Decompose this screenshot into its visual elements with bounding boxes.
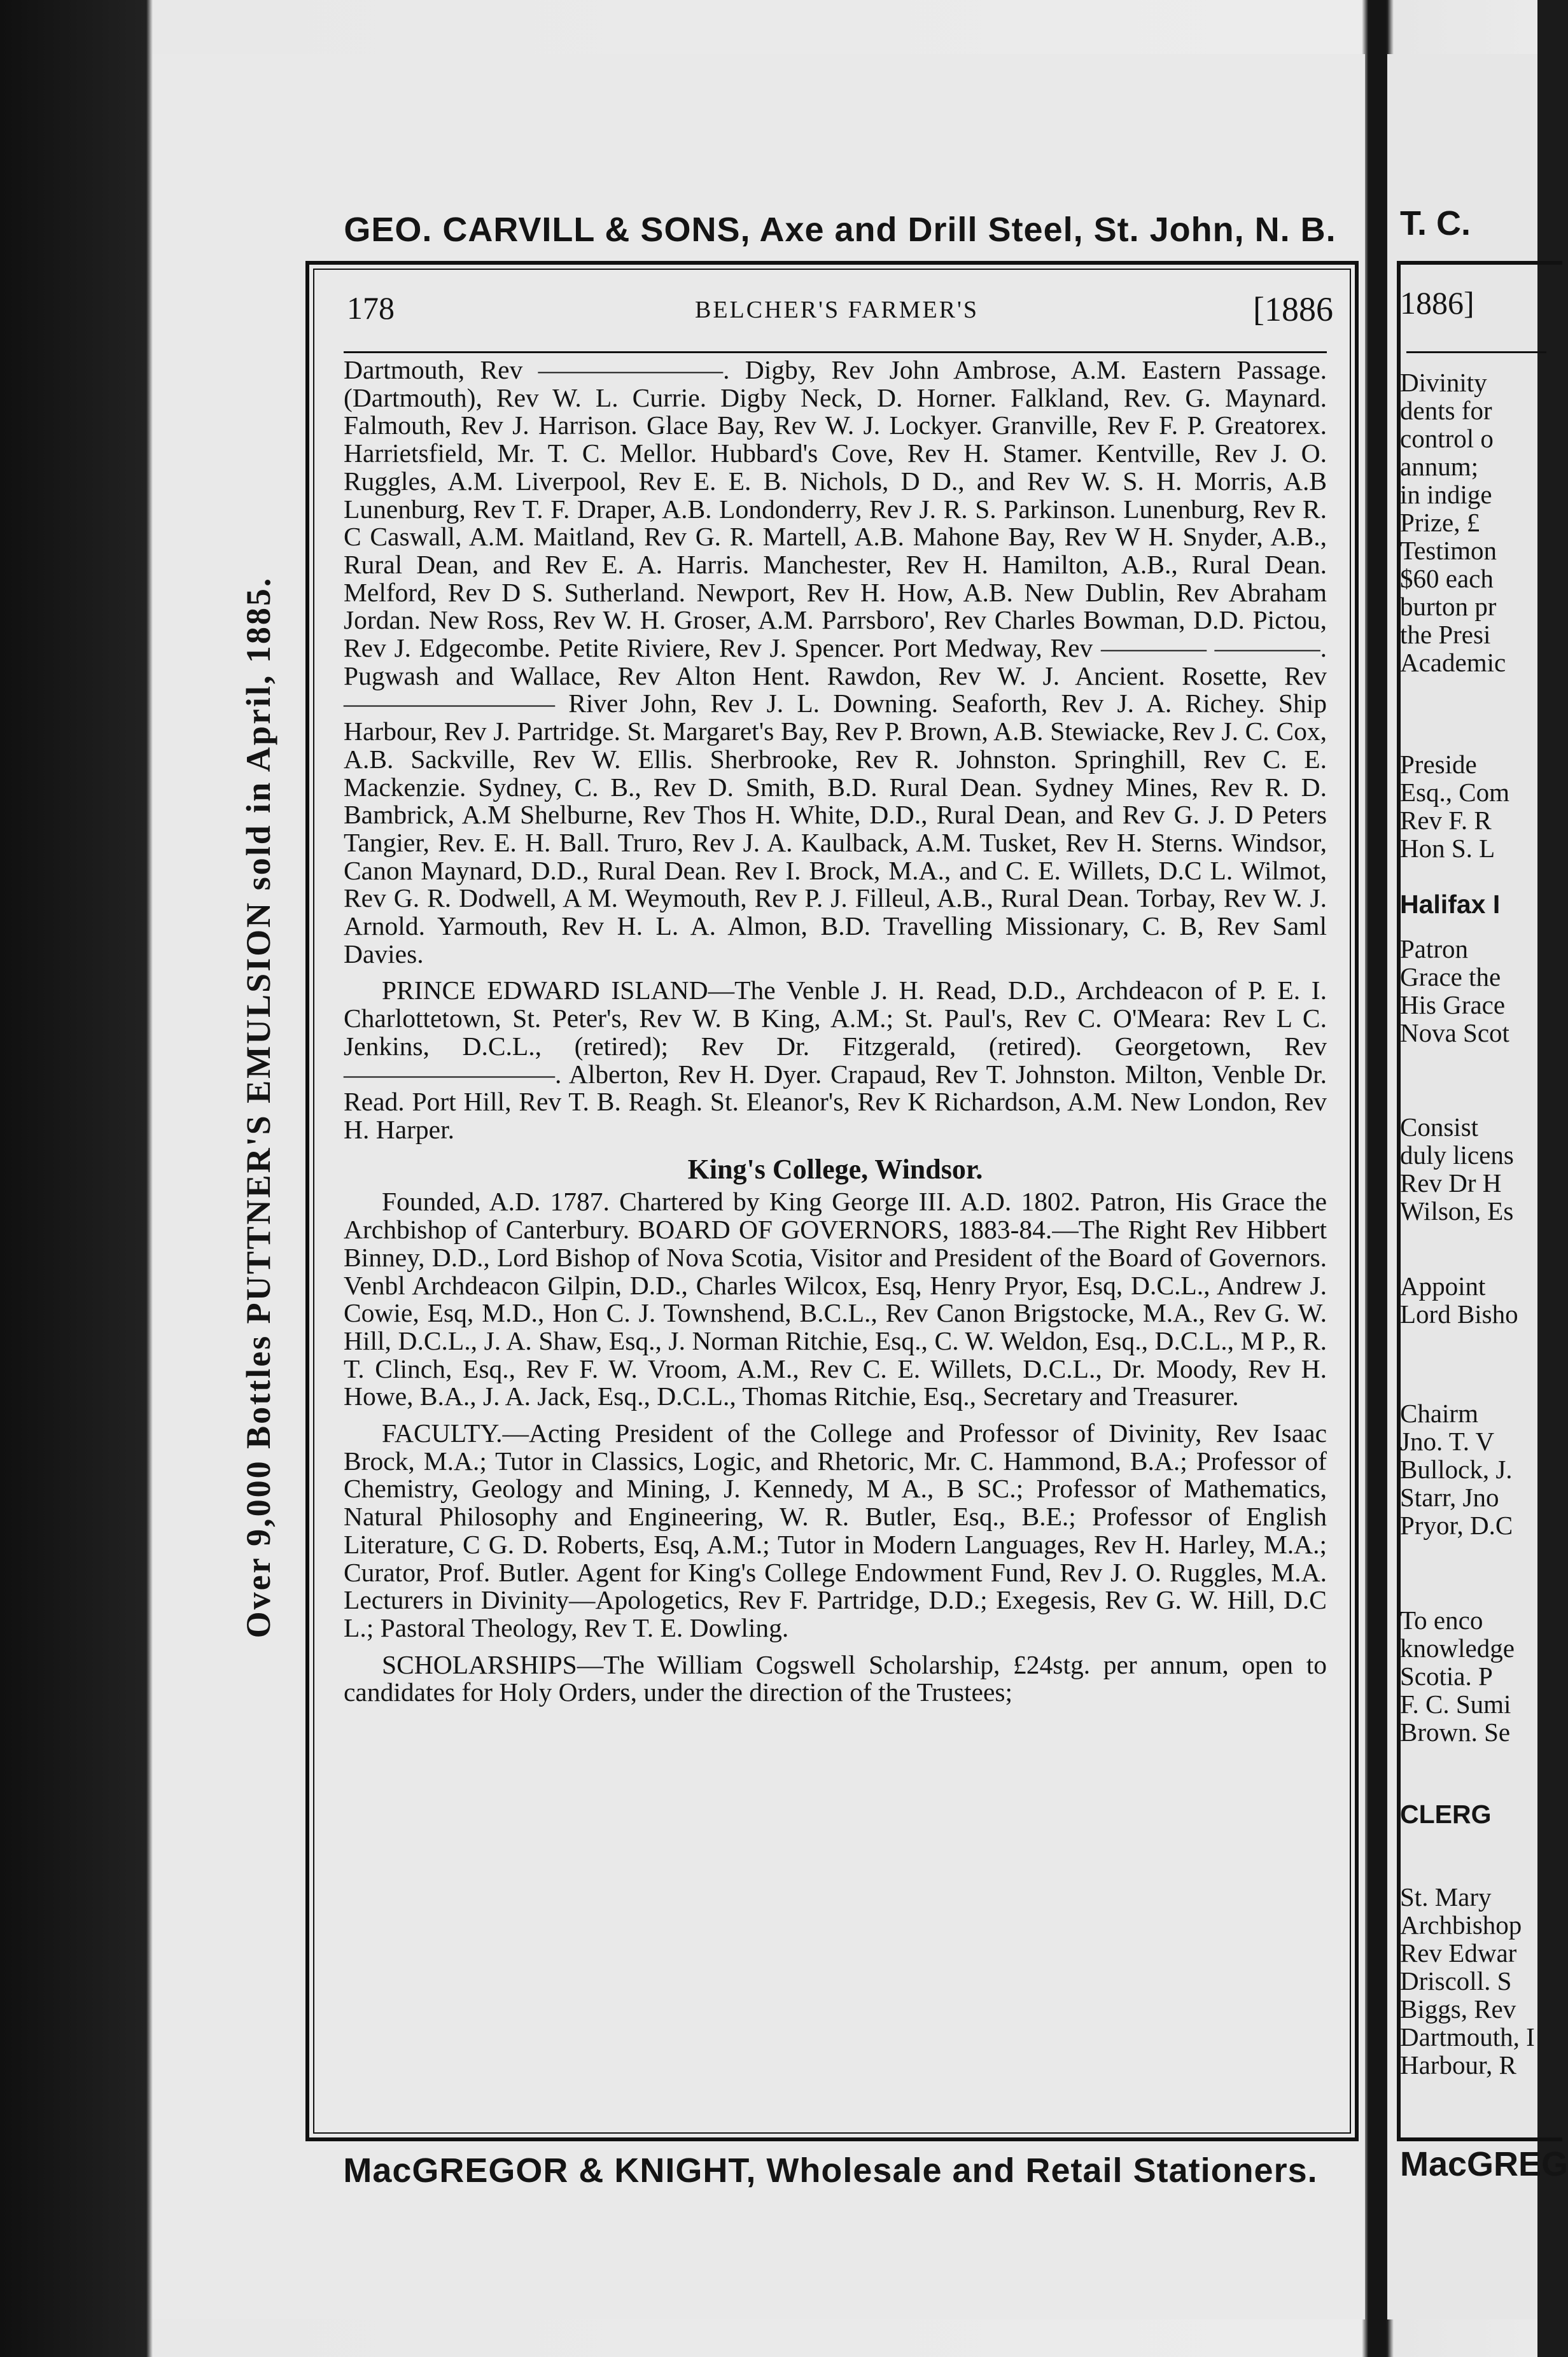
right-page-line: Starr, Jno — [1400, 1483, 1499, 1512]
right-page-line: Chairm — [1400, 1399, 1478, 1428]
right-page-line: Hon S. L — [1400, 834, 1495, 863]
side-advertisement: Over 9,000 Bottles PUTTNER'S EMULSION sold in April, 1885. — [239, 576, 277, 1639]
right-page-line: dents for — [1400, 396, 1492, 425]
right-page-line: Archbishop — [1400, 1910, 1522, 1940]
right-page-line: Scotia. P — [1400, 1661, 1493, 1691]
right-page-line: in indige — [1400, 480, 1492, 509]
kings-college-paragraph: Founded, A.D. 1787. Chartered by King George III. A.D. 1802. Patron, His Grace the Archbishop of Canterbury. BOARD OF GOVERNORS, 1883-84.—The Right Rev Hibbert Binney, D.D., Lord Bishop of Nova Scotia, Visitor and President of the Board of Governors. Venbl Archdeacon Gilpin, D.D., Charles Wilcox, Esq, Henry Pryor, Esq, D.C.L., Andrew J. Cowie, Esq, M.D., Hon C. J. Townshend, B.C.L., Rev Canon Brigstocke, M.A., Rev G. W. Hill, D.C.L., J. A. Shaw, Esq., J. Norman Ritchie, Esq., C. W. Weldon, Esq., D.C.L., M P., R. T. Clinch, Esq., Rev F. W. Vroom, A.M., Rev C. E. Willets, D.C.L., Dr. Moody, Rev H. Howe, B.A., J. A. Jack, Esq., D.C.L., Thomas Ritchie, Esq., Secretary and Treasurer. — [344, 1187, 1327, 1411]
right-page-line: His Grace — [1400, 990, 1506, 1019]
right-page-line: Prize, £ — [1400, 508, 1480, 537]
right-page-line: knowledge — [1400, 1633, 1515, 1663]
right-page-line: Biggs, Rev — [1400, 1994, 1516, 2024]
right-page-line: Rev Dr H — [1400, 1168, 1502, 1198]
right-page-line: Testimon — [1400, 536, 1497, 565]
right-page-line: Pryor, D.C — [1400, 1511, 1513, 1540]
right-page-line: Harbour, R — [1400, 2050, 1516, 2080]
right-page-line: Halifax I — [1400, 890, 1501, 919]
right-page-line: duly licens — [1400, 1140, 1514, 1170]
scholarships-paragraph: SCHOLARSHIPS—The William Cogswell Scholarship, £24stg. per annum, open to candidates for Holy Orders, under the direction of the Trustees; — [344, 1649, 1327, 1707]
prince-edward-island-paragraph: PRINCE EDWARD ISLAND—The Venble J. H. Read, D.D., Archdeacon of P. E. I. Charlottetown, St. Peter's, Rev W. B King, A.M.; St. Paul's, Rev C. O'Meara: Rev L C. Jenkins, D.C.L., (retired); Rev Dr. Fitzgerald, (retired). Georgetown, Rev ————————. Alberton, Rev H. Dyer. Crapaud, Rev T. Johnston. Milton, Venble Dr. Read. Port Hill, Rev T. B. Reagh. St. Eleanor's, Rev K Richardson, A.M. New London, Rev H. Harper. — [344, 976, 1327, 1144]
right-top-advertisement: T. C. — [1400, 204, 1471, 242]
right-page-line: Wilson, Es — [1400, 1196, 1514, 1226]
right-page-line: Bullock, J. — [1400, 1455, 1513, 1484]
right-page-line: Brown. Se — [1400, 1717, 1511, 1747]
header-year: [1886 — [1253, 290, 1333, 328]
top-advertisement: GEO. CARVILL & SONS, Axe and Drill Steel, St. John, N. B. — [344, 211, 1336, 249]
right-page-line: Lord Bisho — [1400, 1299, 1518, 1329]
right-page-line: Divinity — [1400, 368, 1487, 397]
right-header-year: 1886] — [1400, 285, 1474, 321]
right-page-line: Nova Scot — [1400, 1018, 1509, 1047]
section-heading: King's College, Windsor. — [687, 1153, 983, 1185]
right-page-line: St. Mary — [1400, 1882, 1492, 1912]
page-gutter — [1368, 0, 1386, 2357]
nova-scotia-parishes-paragraph: Dartmouth, Rev ———————. Digby, Rev John Ambrose, A.M. Eastern Passage. (Dartmouth), Rev W. L. Currie. Digby Neck, D. Horner. Falkland, Rev. G. Maynard. Falmouth, Rev J. Harrison. Glace Bay, Rev W. J. Lockyer. Granville, Rev F. P. Greatorex. Harrietsfield, Mr. T. C. Mellor. Hubbard's Cove, Rev H. Stamer. Kentville, Rev J. O. Ruggles, A.M. Liverpool, Rev E. E. B. Nichols, D D., and Rev W. S. H. Morris, A.B Lunenburg, Rev T. F. Draper, A.B. Londonderry, Rev J. R. S. Parkinson. Lunenburg, Rev R. C Caswall, A.M. Maitland, Rev G. R. Martell, A.B. Mahone Bay, Rev W H. Snyder, A.B., Rural Dean, and Rev E. A. Harris. Manchester, Rev H. Hamilton, A.B., Rural Dean. Melford, Rev D S. Sutherland. Newport, Rev H. How, A.B. New Dublin, Rev Abraham Jordan. New Ross, Rev W. H. Groser, A.M. Parrsboro', Rev Charles Bowman, D.D. Pictou, Rev J. Edgecombe. Petite Riviere, Rev J. Spencer. Port Medway, Rev ———— ————. Pugwash and Wallace, Rev Alton Hent. Rawdon, Rev W. J. Ancient. Rosette, Rev ———————— River John, Rev J. L. Downing. Seaforth, Rev J. A. Richey. Ship Harbour, Rev J. Partridge. St. Margaret's Bay, Rev P. Brown, A.B. Stewiacke, Rev J. C. Cox, A.B. Sackville, Rev W. Ellis. Sherbrooke, Rev R. Johnston. Springhill, Rev C. E. Mackenzie. Sydney, C. B., Rev D. Smith, B.D. Rural Dean. Sydney Mines, Rev R. D. Bambrick, A.M Shelburne, Rev Thos H. White, D.D., Rural Dean, and Rev G. J. D Peters Tangier, Rev. E. H. Ball. Truro, Rev J. A. Kaulback, A.M. Tusket, Rev H. Sterns. Windsor, Canon Maynard, D.D., Rural Dean. Rev I. Brock, M.A., and C. E. Willets, D.C L. Wilmot, Rev G. R. Dodwell, A M. Weymouth, Rev P. J. Filleul, A.B., Rural Dean. Torbay, Rev W. J. Arnold. Yarmouth, Rev H. L. A. Almon, B.D. Travelling Missionary, C. B, Rev Saml Davies. — [344, 355, 1327, 969]
bottom-advertisement: MacGREGOR & KNIGHT, Wholesale and Retail Stationers. — [343, 2151, 1318, 2190]
right-page-line: the Presi — [1400, 620, 1491, 649]
right-page-line: To enco — [1400, 1605, 1483, 1635]
right-page-line: Consist — [1400, 1112, 1479, 1142]
right-page-line: Patron — [1400, 934, 1469, 963]
running-header — [340, 290, 1333, 340]
right-page-line: Appoint — [1400, 1271, 1486, 1301]
right-page-line: Jno. T. V — [1400, 1427, 1495, 1456]
right-page-line: Esq., Com — [1400, 778, 1509, 807]
right-bottom-advertisement: MacGREG — [1400, 2145, 1568, 2183]
page-number: 178 — [347, 290, 395, 326]
right-header-rule — [1406, 351, 1546, 353]
running-title: BELCHER'S FARMER'S — [694, 297, 979, 323]
faculty-paragraph: FACULTY.—Acting President of the College and Professor of Divinity, Rev Isaac Brock, M.A.; Tutor in Classics, Logic, and Rhetoric, Mr. C. Hammond, B.A.; Professor of Chemistry, Geology and Mining, J. Kennedy, M A., B SC.; Professor of Mathematics, Natural Philosophy and Engineering, W. R. Butler, Esq., B.E.; Professor of English Literature, C G. D. Roberts, Esq, A.M.; Tutor in Modern Languages, Rev H. Harley, M.A.; Curator, Prof. Butler. Agent for King's College Endowment Fund, Rev J. O. Ruggles, M.A. Lecturers in Divinity—Apologetics, Rev F. Partridge, D.D.; Exegesis, Rev G. W. Hill, D.C L.; Pastoral Theology, Rev T. E. Dowling. — [344, 1418, 1327, 1642]
right-page-line: Academic — [1400, 648, 1506, 677]
right-page-line: burton pr — [1400, 592, 1497, 621]
right-page-line: Rev F. R — [1400, 806, 1492, 835]
right-page-line: Grace the — [1400, 962, 1501, 991]
right-page-line: control o — [1400, 424, 1494, 453]
main-column — [344, 356, 1327, 1707]
right-page-line: F. C. Sumi — [1400, 1689, 1511, 1719]
right-page-line: Dartmouth, I — [1400, 2022, 1535, 2052]
right-page-line: Preside — [1400, 750, 1477, 779]
right-page-line: annum; — [1400, 452, 1478, 481]
right-page-line: CLERG — [1400, 1800, 1492, 1829]
header-rule — [344, 351, 1327, 353]
right-page-line: Rev Edwar — [1400, 1938, 1517, 1968]
right-page-line: $60 each — [1400, 564, 1494, 593]
right-page-line: Driscoll. S — [1400, 1966, 1512, 1996]
